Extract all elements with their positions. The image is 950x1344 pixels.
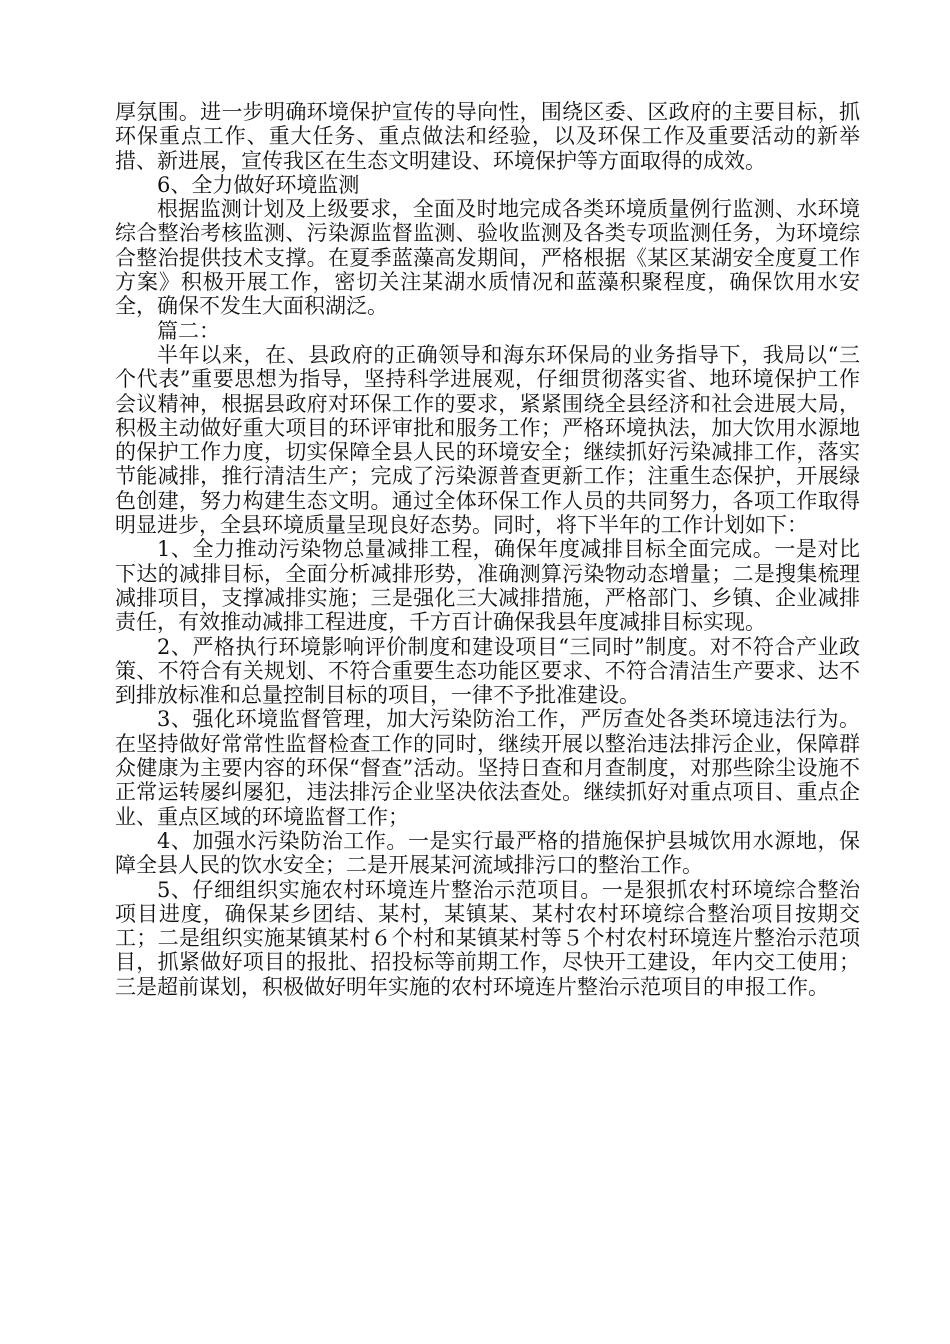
document-body: [115, 100, 860, 999]
paragraph-item-5-rural-environment: 5、仔细组织实施农村环境连片整治示范项目。一是狠抓农村环境综合整治项目进度，确保某乡团结、某村，某镇某、某村农村环境综合整治项目按期交工；二是组织实施某镇某村６个村和某镇某村等５个村农村环境连片整治示范项目，抓紧做好项目的报批、招投标等前期工作，尽快开工建设，年内交工使用；三是超前谋划，积极做好明年实施的农村环境连片整治示范项目的申报工作。: [115, 877, 860, 999]
paragraph-half-year-summary: 半年以来，在、县政府的正确领导和海东环保局的业务指导下，我局以“三个代表”重要思想为指导，坚持科学进展观，仔细贯彻落实省、地环境保护工作会议精神，根据县政府对环保工作的要求，紧紧围绕全县经济和社会进展大局，积极主动做好重大项目的环评审批和服务工作；严格环境执法，加大饮用水源地的保护工作力度，切实保障全县人民的环境安全；继续抓好污染减排工作，落实节能减排，推行清洁生产；完成了污染源普查更新工作；注重生态保护，开展绿色创建，努力构建生态文明。通过全体环保工作人员的共同努力，各项工作取得明显进步，全县环境质量呈现良好态势。同时，将下半年的工作计划如下：: [115, 342, 860, 538]
paragraph-item-2-eia: 2、严格执行环境影响评价制度和建设项目“三同时”制度。对不符合产业政策、不符合有关规划、不符合重要生态功能区要求、不符合清洁生产要求、达不到排放标准和总量控制目标的项目，一律不予批准建设。: [115, 634, 860, 708]
paragraph-item-3-supervision: 3、强化环境监督管理，加大污染防治工作，严厉查处各类环境违法行为。在坚持做好常常性监督检查工作的同时，继续开展以整治违法排污企业，保障群众健康为主要内容的环保“督查”活动。坚持日查和月查制度，对那些除尘设施不正常运转屡纠屡犯，违法排污企业坚决依法查处。继续抓好对重点项目、重点企业、重点区域的环境监督工作；: [115, 707, 860, 829]
paragraph-intro-continuation: 厚氛围。进一步明确环境保护宣传的导向性，围绕区委、区政府的主要目标，抓环保重点工作、重大任务、重点做法和经验，以及环保工作及重要活动的新举措、新进展，宣传我区在生态文明建设、环境保护等方面取得的成效。: [115, 100, 860, 173]
paragraph-item-4-water-pollution: 4、加强水污染防治工作。一是实行最严格的措施保护县城饮用水源地，保障全县人民的饮水安全；二是开展某河流域排污口的整治工作。: [115, 828, 860, 878]
paragraph-item-1-emission-reduction: 1、全力推动污染物总量减排工程，确保年度减排目标全面完成。一是对比下达的减排目标，全面分析减排形势，准确测算污染物动态增量；二是搜集梳理减排项目，支撑减排实施；三是强化三大减排措施，严格部门、乡镇、企业减排责任，有效推动减排工程进度，千方百计确保我县年度减排目标实现。: [115, 537, 860, 635]
section-heading-part-two: 篇二：: [157, 318, 220, 343]
section-heading-monitoring: 6、全力做好环境监测: [157, 172, 360, 197]
paragraph-monitoring: 根据监测计划及上级要求，全面及时地完成各类环境质量例行监测、水环境综合整治考核监测、污染源监督监测、验收监测及各类专项监测任务，为环境综合整治提供技术支撑。在夏季蓝藻高发期间，严格根据《某区某湖安全度夏工作方案》积极开展工作，密切关注某湖水质情况和蓝藻积聚程度，确保饮用水安全，确保不发生大面积湖泛。: [115, 197, 860, 319]
